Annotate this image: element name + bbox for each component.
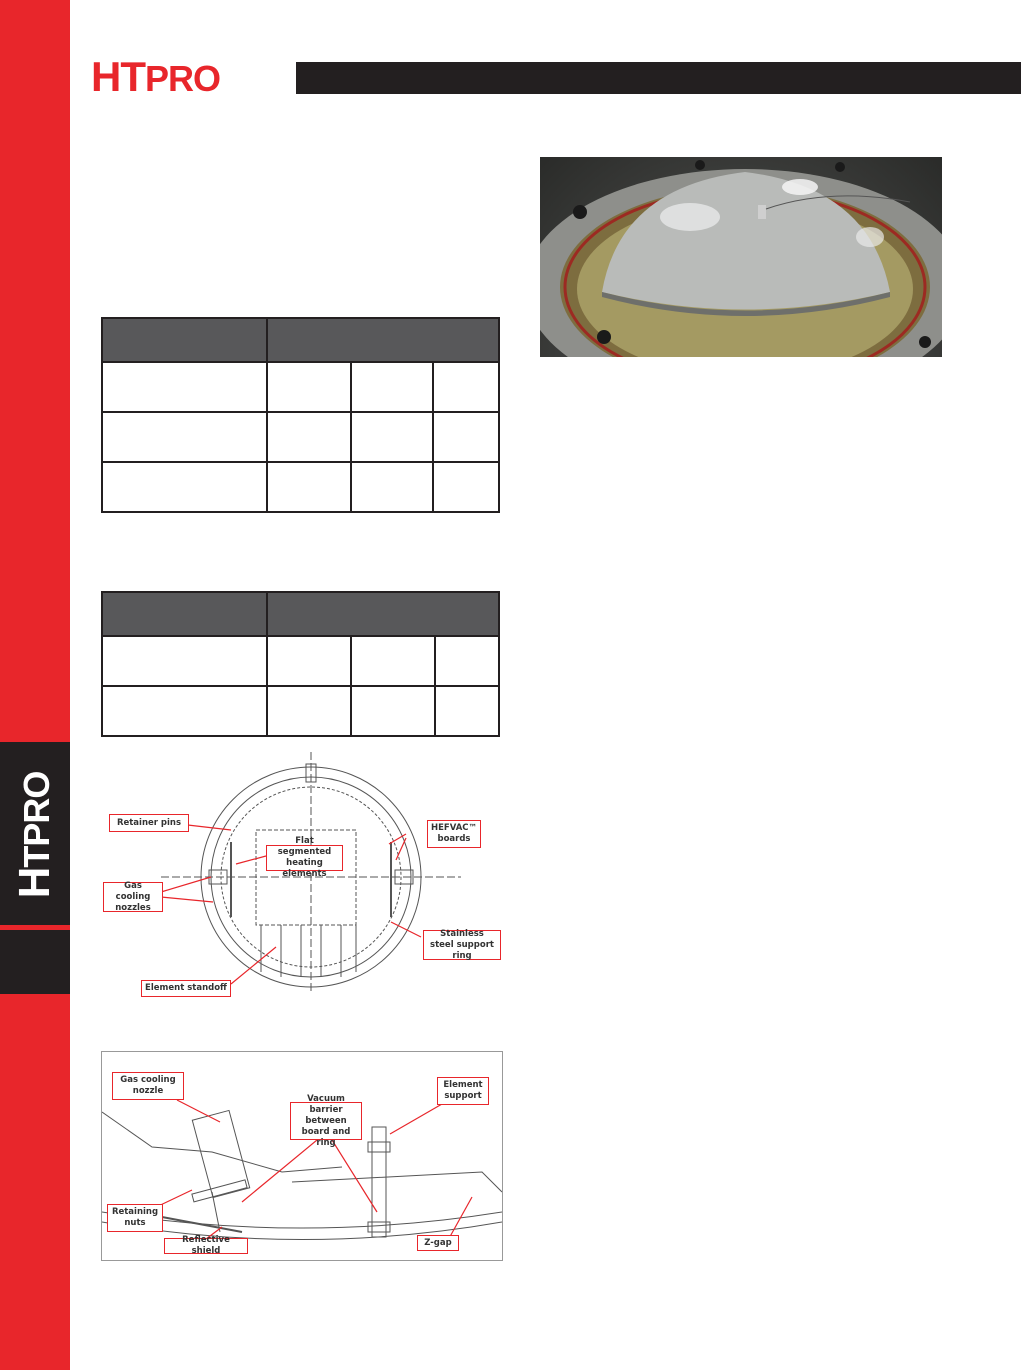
label-retaining-nuts: Retaining nuts xyxy=(107,1204,163,1232)
label-gas-cooling-nozzles: Gas cooling nozzles xyxy=(103,882,163,912)
side-accent-bar xyxy=(0,0,70,1370)
hot-zone-detail-figure xyxy=(101,1051,503,1261)
table-row xyxy=(102,362,499,412)
header-bar xyxy=(296,62,1021,94)
label-hefvac-boards: HEFVAC™ boards xyxy=(427,820,481,848)
label-element-support: Element support xyxy=(437,1077,489,1105)
dome-shield-photo xyxy=(540,157,942,357)
header-logo: HTPRO xyxy=(91,53,221,100)
table-row xyxy=(102,636,499,686)
hot-zone-cross-section-figure xyxy=(101,752,503,997)
side-tab-lower xyxy=(0,930,70,994)
table-header-cell xyxy=(102,318,267,362)
spec-table-1 xyxy=(101,317,500,513)
label-heating-elements: Flat segmented heating elements xyxy=(266,845,343,871)
table-header-cell xyxy=(102,592,267,636)
label-retainer-pins: Retainer pins xyxy=(109,814,189,832)
table-row xyxy=(102,412,499,462)
table-row xyxy=(102,686,499,736)
label-element-standoff: Element standoff xyxy=(141,980,231,997)
label-gas-cooling-nozzle: Gas cooling nozzle xyxy=(112,1072,184,1100)
side-logo: HTPRO xyxy=(10,771,59,899)
table-header-cell xyxy=(267,318,499,362)
spec-table-2 xyxy=(101,591,500,737)
label-support-ring: Stainless steel support ring xyxy=(423,930,501,960)
table-header-cell xyxy=(267,592,499,636)
label-z-gap: Z-gap xyxy=(417,1235,459,1251)
label-reflective-shield: Reflective shield xyxy=(164,1238,248,1254)
table-row xyxy=(102,462,499,512)
label-vacuum-barrier: Vacuum barrier between board and ring xyxy=(290,1102,362,1140)
